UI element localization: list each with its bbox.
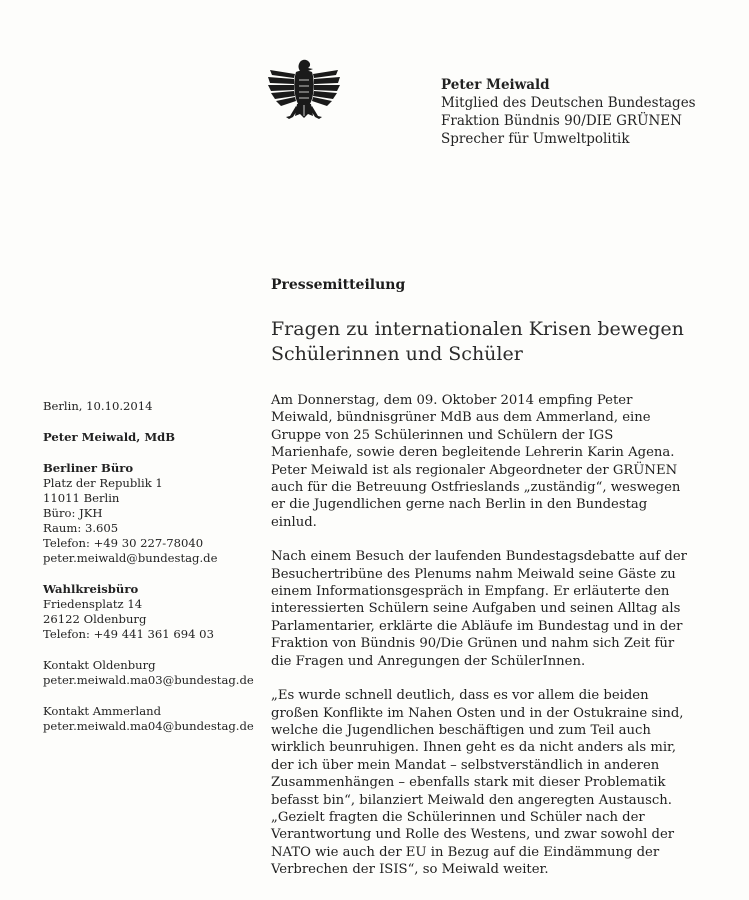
date: Berlin, 10.10.2014	[43, 399, 153, 413]
address-line: 11011 Berlin	[43, 491, 120, 505]
text-line: Peter Meiwald ist als regionaler Abgeordneter der GRÜNEN	[271, 462, 678, 478]
text-line: Parlamentarier, erklärte die Abläufe im Bundestag und in der	[271, 618, 683, 634]
text-line: Besuchertribüne des Plenums nahm Meiwald seine Gäste zu	[271, 566, 676, 582]
text-line: der ich über mein Mandat – selbstverständlich in anderen	[271, 757, 660, 773]
email-address: peter.meiwald@bundestag.de	[43, 551, 218, 565]
letterhead-line: Sprecher für Umweltpolitik	[441, 131, 630, 147]
text-line: Verbrechen der ISIS“, so Meiwald weiter.	[271, 862, 549, 878]
date-block	[43, 399, 258, 414]
text-line: Verantwortung und Rolle des Westens, und zwar sowohl der	[271, 827, 675, 843]
phone-line: Telefon: +49 441 361 694 03	[43, 627, 214, 641]
text-line: welche die Jugendlichen beschäftigen und zum Teil auch	[271, 722, 651, 738]
text-line: befasst bin“, bilanziert Meiwald den angeregten Austausch.	[271, 792, 672, 808]
paragraph	[271, 392, 741, 531]
text-line: NATO wie auch der EU in Bezug auf die Eindämmung der	[271, 844, 660, 860]
contact-label: Kontakt Ammerland	[43, 704, 162, 718]
text-line: „Gezielt fragten die Schülerinnen und Schüler nach der	[271, 809, 645, 825]
contact-label: Kontakt Oldenburg	[43, 658, 156, 672]
phone-line: Telefon: +49 30 227-78040	[43, 536, 204, 550]
text-line: großen Konflikte im Nahen Osten und in der Ostukraine sind,	[271, 705, 684, 721]
press-release-label: Pressemitteilung	[271, 277, 406, 293]
office-line: Büro: JKH	[43, 506, 103, 520]
email-address: peter.meiwald.ma04@bundestag.de	[43, 719, 254, 733]
text-line: wirklich beunruhigen. Ihnen geht es da nicht anders als mir,	[271, 740, 677, 756]
press-release-body	[271, 392, 741, 896]
paragraph	[271, 687, 741, 878]
text-line: er die Jugendlichen gerne nach Berlin in den Bundestag	[271, 497, 648, 513]
contact-ammerland-block	[43, 704, 258, 734]
address-line: Platz der Republik 1	[43, 476, 163, 490]
contact-oldenburg-block	[43, 658, 258, 688]
federal-eagle-logo	[266, 58, 342, 124]
berlin-office-title: Berliner Büro	[43, 461, 134, 475]
sidebar	[43, 399, 258, 750]
address-line: Friedensplatz 14	[43, 597, 143, 611]
headline: Fragen zu internationalen Krisen bewegen Schülerinnen und Schüler	[271, 318, 684, 365]
text-line: einlud.	[271, 514, 317, 530]
district-office-title: Wahlkreisbüro	[43, 582, 139, 596]
text-line: Marienhafe, sowie deren begleitende Lehrerin Karin Agena.	[271, 445, 675, 461]
letterhead	[441, 76, 696, 148]
text-line: auch für die Betreuung Ostfrieslands „zuständig“, weswegen	[271, 480, 681, 496]
text-line: Am Donnerstag, dem 09. Oktober 2014 empfing Peter	[271, 393, 633, 408]
author-block	[43, 430, 258, 445]
email-address: peter.meiwald.ma03@bundestag.de	[43, 673, 254, 687]
text-line: „Es wurde schnell deutlich, dass es vor allem die beiden	[271, 688, 649, 704]
text-line: interessierten Schülern seine Aufgaben und seinen Alltag als	[271, 601, 681, 617]
text-line: einem Informationsgespräch in Empfang. Er erläuterte den	[271, 584, 670, 600]
letterhead-line: Mitglied des Deutschen Bundestages	[441, 95, 696, 111]
paragraph	[271, 548, 741, 670]
text-line: Fraktion von Bündnis 90/Die Grünen und nahm sich Zeit für	[271, 636, 675, 652]
letterhead-line: Fraktion Bündnis 90/DIE GRÜNEN	[441, 113, 682, 129]
author: Peter Meiwald, MdB	[43, 430, 176, 444]
text-line: Gruppe von 25 Schülerinnen und Schülern der IGS	[271, 427, 614, 443]
text-line: Meiwald, bündnisgrüner MdB aus dem Ammerland, eine	[271, 410, 651, 426]
text-line: Nach einem Besuch der laufenden Bundestagsdebatte auf der	[271, 549, 687, 565]
address-line: 26122 Oldenburg	[43, 612, 147, 626]
district-office-block	[43, 582, 258, 642]
text-line: Zusammenhängen – ebenfalls stark mit dieser Problematik	[271, 775, 666, 791]
room-line: Raum: 3.605	[43, 521, 119, 535]
letterhead-name: Peter Meiwald	[441, 77, 550, 93]
berlin-office-block	[43, 461, 258, 566]
text-line: die Fragen und Anregungen der SchülerInnen.	[271, 653, 586, 669]
